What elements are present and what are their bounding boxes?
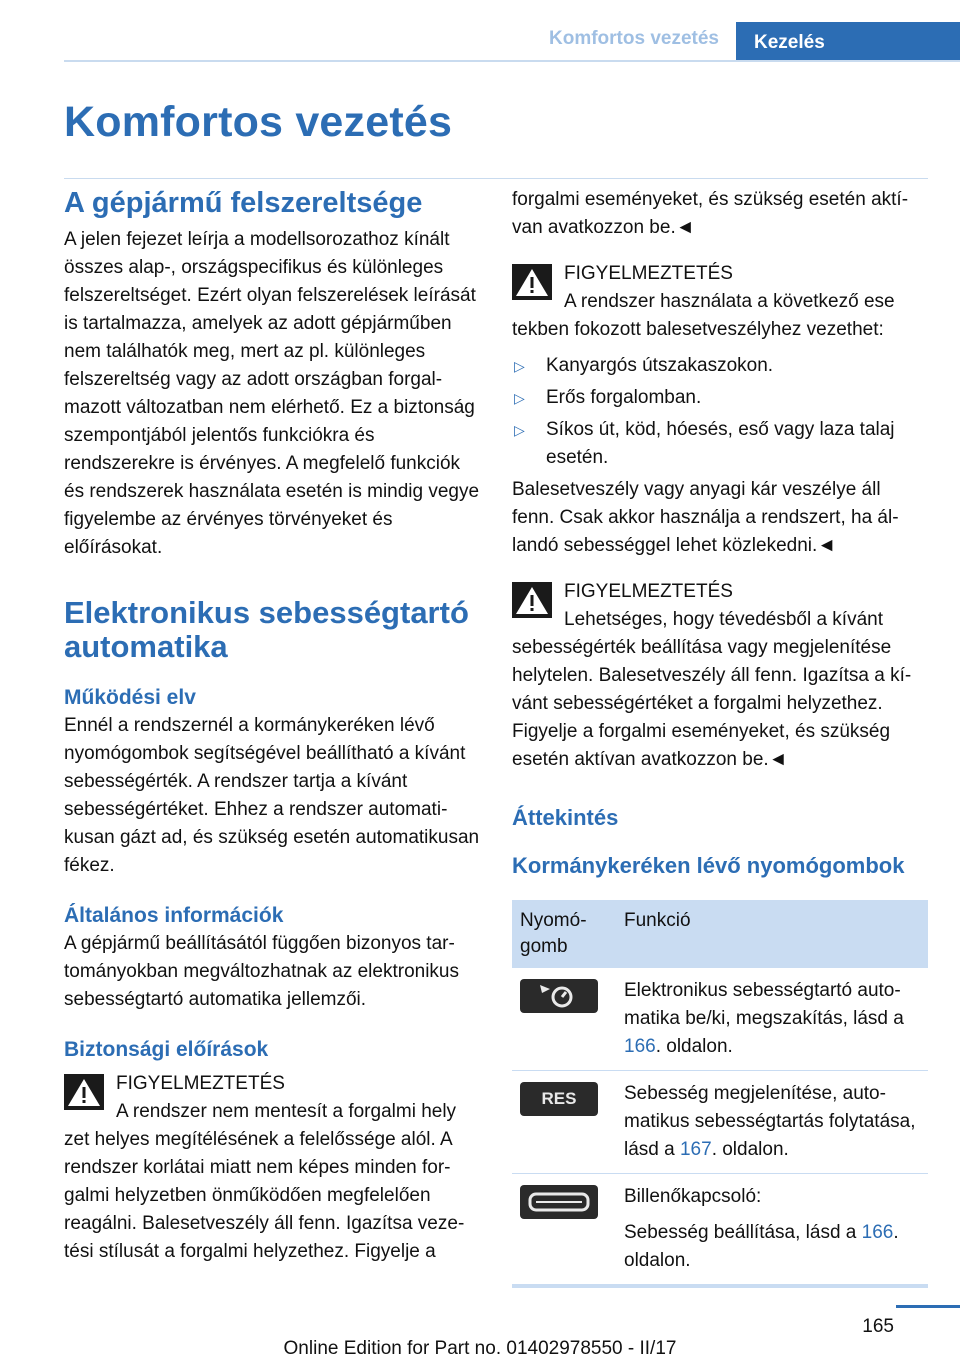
paragraph-continued: forgalmi eseményeket, és szükség esetén aktívan avatkozzon be.◄ [512,189,909,238]
table-cell-function: Elektronikus sebességtartó automatika be/ki, megszakítás, lásd a 166. oldalon. [616,968,928,1071]
table-header-button: Nyomógomb [512,900,616,968]
buttons-table [512,900,928,1288]
warning-text-first: A rendszer nem mentesít a forgalmi hely [116,1101,457,1122]
warning-title: FIGYELMEZTETÉS [116,1073,285,1094]
header-rule [64,60,960,62]
page-title: Komfortos vezetés [64,98,453,146]
header-chapter-tab: Kezelés [736,22,960,62]
list-item: ▷ Síkos út, köd, hóesés, eső vagy laza talaj esetén. [512,416,928,472]
warning-text: tekben fokozott balesetveszélyhez vezethet: [512,319,884,340]
paragraph-general-info: A gépjármű beállításától függően bizonyos tartományokban megváltozhatnak az elektronikus sebességtartó automatika jellemzői. [64,933,460,1010]
list-item: ▷ Erős forgalomban. [512,384,928,412]
title-rule [64,178,928,179]
warning-title: FIGYELMEZTETÉS [564,581,733,602]
edition-footer: Online Edition for Part no. 01402978550 - II/17 [283,1338,677,1359]
page-number-rule [896,1305,960,1308]
warning-icon [512,582,552,618]
left-column [64,186,480,1266]
page-link[interactable]: 166 [624,1036,656,1057]
table-header-function: Funkció [616,900,928,968]
paragraph-equipment: A jelen fejezet leírja a modellsorozathoz kínált összes alap-, országspecifikus és különleges felszereltséget. Ezért olyan felszerelések leírását is tartalmazza, amelyek az adott gépjárműben nem találhatók meg, mert az pl. különleges felszereltség vagy az adott országban forgalmazott változatban nem elérhető. Ez a biztonság szempontjából jelentős funkciókra és rendszerekre is érvényes. A megfelelő funkciók és rendszerek használata esetén is mindig vegye figyelembe az érvényes törvényeket és előírásokat. [64,229,480,558]
page-header [0,0,960,62]
table-row [512,1071,928,1174]
header-section-title: Komfortos vezetés [549,28,719,49]
res-button-icon: RES [520,1082,598,1116]
triangle-bullet-icon: ▷ [514,390,525,406]
warning-text-first: A rendszer használata a következő ese [564,291,895,312]
warning-text: zet helyes megítélésének a felelőssége alól. A rendszer korlátai miatt nem képes minden forgalmi helyzetben önműködően megfelelően reagálni. Balesetveszély áll fenn. Igazítsa vezetési stílusát a forgalmi helyzethez. Figyelje a [64,1129,465,1262]
cruise-on-off-button-icon [520,979,598,1013]
risk-list [512,352,928,472]
warning-block [64,1070,480,1266]
table-cell-function: Billenőkapcsoló: Sebesség beállítása, lásd a 166. oldalon. [616,1174,928,1287]
page-link[interactable]: 167 [679,1139,712,1160]
table-row [512,1174,928,1287]
rocker-switch-icon [520,1185,598,1219]
warning-text-first: Lehetséges, hogy tévedésből a kívánt [564,609,884,630]
warning-block [512,260,928,344]
warning-icon [512,264,552,300]
table-row [512,968,928,1071]
heading-equipment: A gépjármű felszereltsége [64,187,423,219]
page-number: 165 [862,1316,894,1337]
heading-overview: Áttekintés [512,805,619,830]
triangle-bullet-icon: ▷ [514,358,525,374]
table-cell-function: Sebesség megjelenítése, automatikus sebességtartás folytatása, lásd a 167. oldalon. [616,1071,928,1174]
triangle-bullet-icon: ▷ [514,422,525,438]
heading-steering-buttons: Kormánykeréken lévő nyomógombok [512,853,905,878]
warning-icon [64,1074,104,1110]
heading-principle: Működési elv [64,686,196,709]
page-link[interactable]: 166 [861,1222,894,1243]
warning-title: FIGYELMEZTETÉS [564,263,733,284]
heading-cruise-control: Elektronikus sebességtartó automatika [64,595,469,664]
paragraph-principle: Ennél a rendszernél a kormánykeréken lévő nyomógombok segítségével beállítható a kívánt sebességérték. A rendszer tartja a kívánt sebességértéket. Ehhez a rendszer automatikusan gázt ad, és szükség esetén automatikusan fékez. [64,715,480,876]
warning-block [512,578,928,774]
paragraph-risk: Balesetveszély vagy anyagi kár veszélye áll fenn. Csak akkor használja a rendszert, ha állandó sebességgel lehet közlekedni.◄ [512,479,899,556]
heading-general-info: Általános információk [64,904,284,927]
list-item: ▷ Kanyargós útszakaszokon. [512,352,928,380]
warning-text: sebességérték beállítása vagy megjelenítése helytelen. Balesetveszély áll fenn. Igazítsa a kívánt sebességértéket a forgalmi helyzethez. Figyelje a forgalmi eseményeket, és szükség esetén aktívan avatkozzon be.◄ [512,637,912,770]
right-column [512,186,928,1288]
heading-safety: Biztonsági előírások [64,1038,269,1061]
